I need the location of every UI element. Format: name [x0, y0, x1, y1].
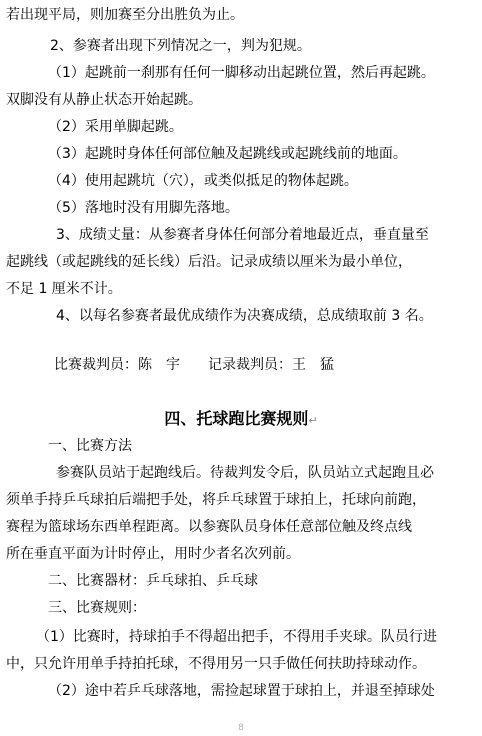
text-line: 4、以每名参赛者最优成绩作为决赛成绩，总成绩取前 3 名。: [56, 308, 433, 324]
text-line: （1）起跳前一刹那有任何一脚移动出起跳位置，然后再起跳。: [48, 65, 435, 81]
text-line: 起跳线（或起跳线的延长线）后沿。记录成绩以厘米为最小单位，: [6, 254, 412, 270]
text-line: 参赛队员站于起跑线后。待裁判发令后，队员站立式起跑且必: [56, 465, 434, 481]
referee-signature-line: 比赛裁判员：陈 宇 记录裁判员：王 猛: [54, 357, 334, 373]
text-line: （2）采用单脚起跳。: [48, 119, 183, 135]
text-line: 所在垂直平面为计时停止，用时少者名次列前。: [6, 546, 300, 562]
subsection-heading: 三、比赛规则：: [48, 600, 146, 616]
text-line: （3）起跳时身体任何部位触及起跳线或起跳线前的地面。: [48, 146, 407, 162]
text-line: （1）比赛时，持球拍手不得超出把手，不得用手夹球。队员行进: [36, 629, 437, 645]
text-line: 须单手持乒乓球拍后端把手处，将乒乓球置于球拍上，托球向前跑，: [6, 492, 426, 508]
text-line: 若出现平局，则加赛至分出胜负为止。: [6, 7, 244, 23]
page-number: 8: [238, 723, 244, 733]
text-line: 3、成绩丈量：从参赛者身体任何部分着地最近点，垂直量至: [56, 227, 429, 243]
text-line: 赛程为篮球场东西单程距离。以参赛队员身体任意部位触及终点线: [6, 519, 412, 535]
text-line: （5）落地时没有用脚先落地。: [48, 200, 239, 216]
text-line: （2）途中若乒乓球落地，需捡起球置于球拍上，并退至掉球处: [48, 683, 435, 699]
text-line: 双脚没有从静止状态开始起跳。: [6, 92, 202, 108]
subsection-heading: 一、比赛方法: [48, 438, 132, 454]
subsection-heading: 二、比赛器材：乒乓球拍、乒乓球: [48, 573, 258, 589]
section-title: 四、托球跑比赛规则↵: [164, 409, 318, 428]
text-line: 2、参赛者出现下列情况之一，判为犯规。: [50, 38, 311, 54]
text-line: （4）使用起跳坑（穴），或类似抵足的物体起跳。: [48, 173, 358, 189]
text-line: 中，只允许用单手持拍托球，不得用另一只手做任何扶助持球动作。: [6, 656, 426, 672]
text-line: 不足 1 厘米不计。: [6, 281, 122, 297]
